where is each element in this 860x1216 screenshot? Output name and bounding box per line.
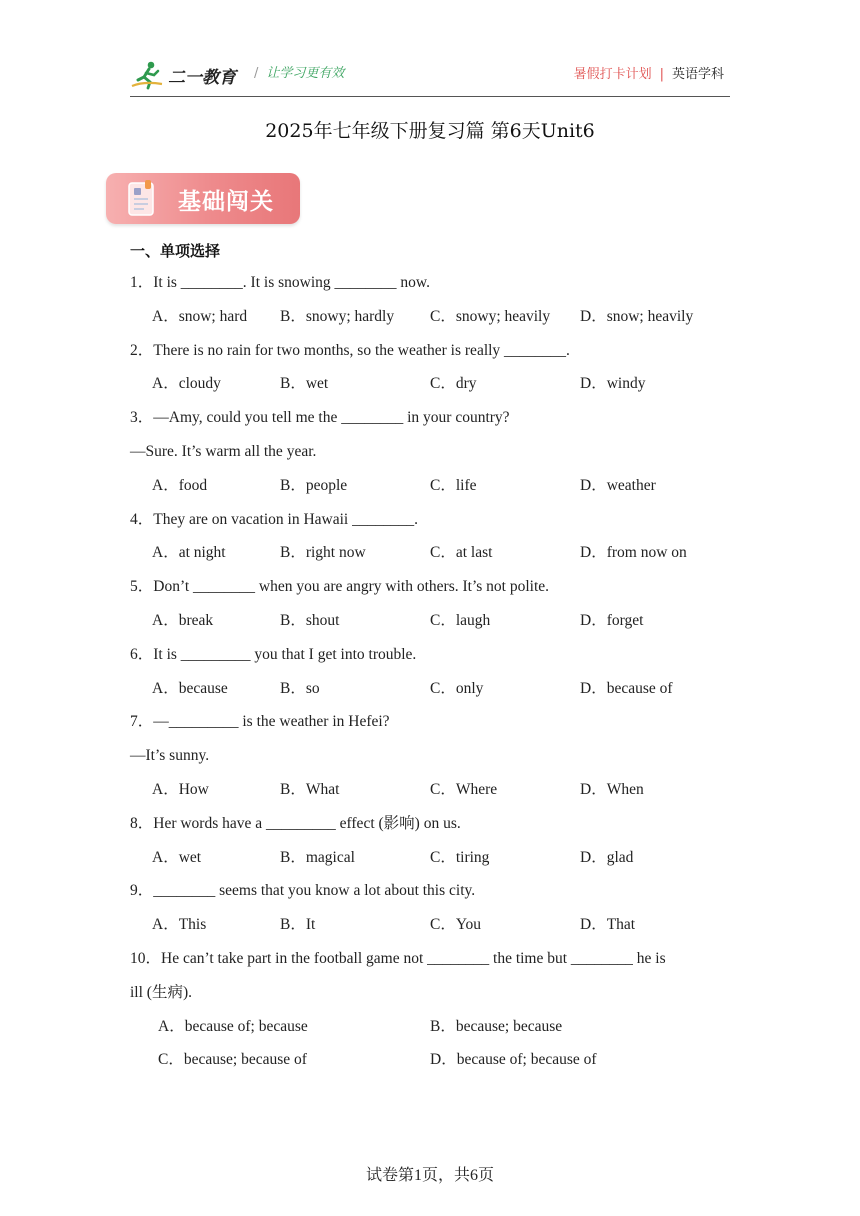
question-10: [130, 942, 734, 1077]
question-text: 6．It is _________ you that I get into trouble.: [130, 645, 417, 663]
subject-label: 英语学科: [671, 67, 724, 82]
option-c: C．snowy; heavily: [430, 307, 551, 325]
option-c: C．laugh: [430, 611, 491, 629]
logo-text: 二一教育: [168, 67, 236, 88]
option-a: A．How: [152, 780, 209, 798]
option-b: B．right now: [280, 544, 366, 562]
question-text: 4．They are on vacation in Hawaii ________.: [130, 510, 418, 528]
question-5: [130, 570, 734, 638]
question-text: 10．He can’t take part in the football game not ________ the time but ________ he is: [130, 949, 666, 967]
options-row: [130, 773, 734, 807]
option-a: A．cloudy: [152, 375, 221, 393]
options-row: [130, 1010, 734, 1044]
option-b: B．so: [280, 679, 320, 697]
option-b: B．because; because: [430, 1017, 563, 1035]
option-c: C．because; because of: [158, 1051, 307, 1069]
option-b: B．shout: [280, 611, 340, 629]
option-a: A．because: [152, 679, 228, 697]
option-b: B．people: [280, 476, 348, 494]
plan-label: 暑假打卡计划: [573, 67, 652, 82]
options-row: [130, 469, 734, 503]
option-b: B．magical: [280, 848, 355, 866]
slogan-text: 让学习更有效: [266, 66, 345, 81]
option-c: C．Where: [430, 780, 498, 798]
options-row: [130, 841, 734, 875]
option-d: D．windy: [580, 375, 646, 393]
page-footer: 试卷第1页，共6页: [365, 1167, 494, 1184]
question-4: [130, 503, 734, 571]
options-row: [130, 672, 734, 706]
option-d: D．forget: [580, 611, 644, 629]
document-title: 2025年七年级下册复习篇 第6天Unit6: [265, 120, 595, 142]
header-rule: [130, 96, 730, 97]
option-a: A．break: [152, 611, 214, 629]
header-right: [574, 63, 724, 82]
option-a: A．because of; because: [158, 1017, 308, 1035]
option-b: B．wet: [280, 375, 329, 393]
option-c: C．dry: [430, 375, 477, 393]
document-icon: [128, 180, 156, 217]
options-row: [130, 536, 734, 570]
question-text-line-2: —It’s sunny.: [130, 747, 210, 765]
runner-icon: [130, 60, 164, 90]
option-d: D．When: [580, 780, 644, 798]
option-a: A．This: [152, 916, 207, 934]
question-3: [130, 401, 734, 502]
section-label: 基础闯关: [178, 189, 274, 215]
options-row: [130, 604, 734, 638]
option-c: C．at last: [430, 544, 493, 562]
question-7: [130, 705, 734, 806]
option-b: B．It: [280, 916, 316, 934]
part-heading: 一、单项选择: [130, 242, 221, 260]
options-row: [130, 1043, 734, 1077]
question-6: [130, 638, 734, 706]
page-header: [130, 54, 730, 98]
option-d: D．because of; because of: [430, 1051, 597, 1069]
question-text: 2．There is no rain for two months, so the weather is really ________.: [130, 341, 570, 359]
question-list: [130, 266, 734, 1077]
question-1: [130, 266, 734, 334]
question-9: [130, 874, 734, 942]
slogan: / 让学习更有效: [254, 66, 345, 81]
options-row: [130, 908, 734, 942]
question-text: 8．Her words have a _________ effect (影响) on us.: [130, 814, 461, 832]
option-d: D．because of: [580, 679, 673, 697]
question-text: 9．________ seems that you know a lot about this city.: [130, 882, 476, 900]
header-separator: |: [659, 67, 664, 82]
question-text: 7．—_________ is the weather in Hefei?: [130, 713, 390, 731]
option-c: C．tiring: [430, 848, 490, 866]
question-text: 5．Don’t ________ when you are angry with others. It’s not polite.: [130, 578, 550, 596]
option-d: D．That: [580, 916, 636, 934]
option-a: A．food: [152, 476, 208, 494]
question-8: [130, 807, 734, 875]
option-d: D．snow; heavily: [580, 307, 694, 325]
option-a: A．at night: [152, 544, 226, 562]
question-text: 1．It is ________. It is snowing ________ now.: [130, 274, 430, 291]
brand-logo: [130, 58, 236, 92]
option-b: B．snowy; hardly: [280, 307, 395, 325]
option-c: C．You: [430, 916, 481, 934]
option-c: C．life: [430, 476, 477, 494]
question-text-line-2: —Sure. It’s warm all the year.: [130, 442, 317, 460]
option-d: D．glad: [580, 848, 634, 866]
question-2: [130, 334, 734, 402]
question-text: 3．—Amy, could you tell me the ________ in your country?: [130, 409, 510, 427]
option-d: D．weather: [580, 476, 656, 494]
section-banner: [106, 173, 300, 224]
option-d: D．from now on: [580, 544, 687, 562]
option-a: A．wet: [152, 848, 202, 866]
option-b: B．What: [280, 780, 340, 798]
question-text-line-2: ill (生病).: [130, 983, 192, 1001]
option-c: C．only: [430, 679, 484, 697]
options-row: [130, 300, 734, 334]
option-a: A．snow; hard: [152, 307, 248, 325]
options-row: [130, 367, 734, 401]
